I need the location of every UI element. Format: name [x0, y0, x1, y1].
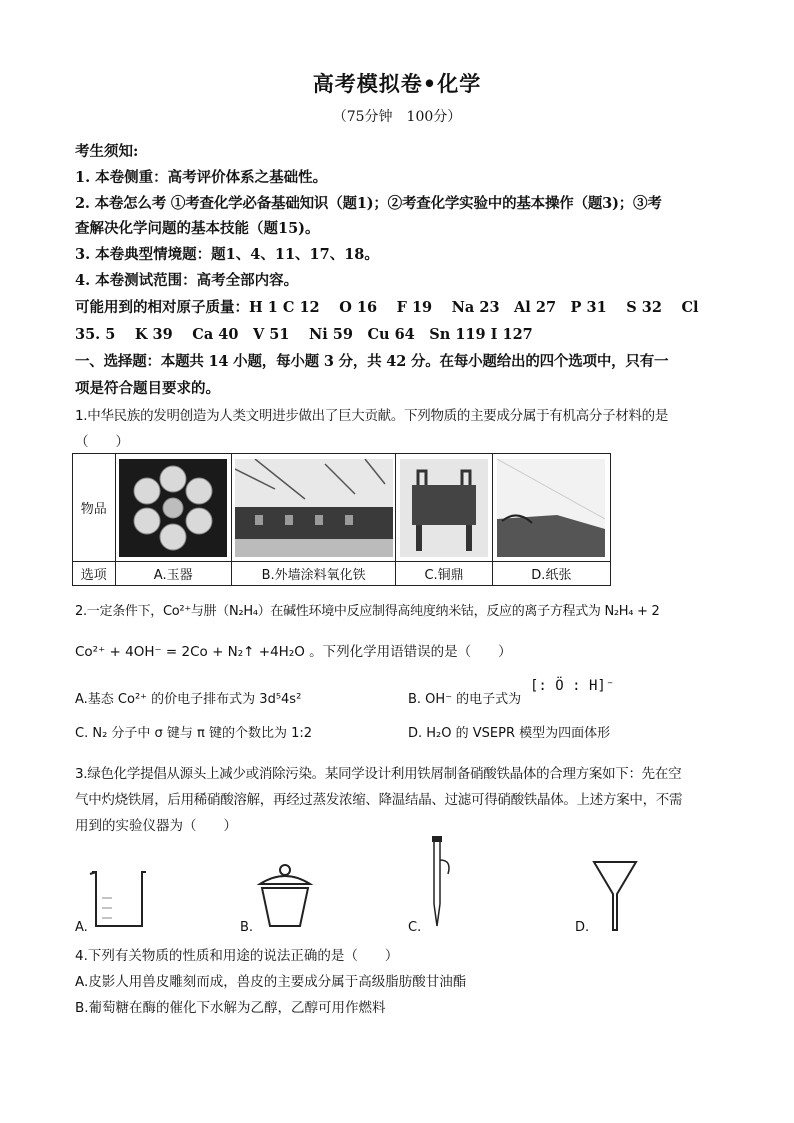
q3-label-b: B.	[240, 920, 254, 935]
q3-label-c: C.	[408, 920, 422, 935]
notice-line-3: 3. 本卷典型情境题：题1、4、11、17、18。	[75, 246, 379, 263]
notice-line-2b: 查解决化学问题的基本技能（题15)。	[75, 220, 320, 237]
jade-image-cell	[115, 454, 231, 562]
q4-option-a: A.皮影人用兽皮雕刻而成，兽皮的主要成分属于高级脂肪酸甘油酯	[75, 974, 467, 990]
row-label-option: 选项	[73, 562, 116, 586]
ding-image-cell	[396, 454, 492, 562]
q2-option-c: C. N₂ 分子中 σ 键与 π 键的个数比为 1:2	[75, 726, 313, 741]
notice-line-2: 2. 本卷怎么考 ①考查化学必备基础知识（题1)；②考查化学实验中的基本操作（题3)；③考	[75, 195, 662, 212]
paper-image-cell	[492, 454, 610, 562]
option-a: A.玉器	[115, 562, 231, 586]
notice-line-4: 4. 本卷测试范围：高考全部内容。	[75, 272, 299, 289]
page-title: 高考模拟卷•化学	[312, 71, 482, 96]
q2-option-d: D. H₂O 的 VSEPR 模型为四面体形	[408, 726, 611, 741]
notice-line-1: 1. 本卷侧重：高考评价体系之基础性。	[75, 169, 328, 186]
option-c: C.铜鼎	[396, 562, 492, 586]
q3-stem-line-1: 3.绿色化学提倡从源头上减少或消除污染。某同学设计利用铁屑制备硝酸铁晶体的合理方案如下：先在空	[75, 766, 682, 782]
q4-option-b: B.葡萄糖在酶的催化下水解为乙醇，乙醇可用作燃料	[75, 1000, 386, 1016]
q2-option-a: A.基态 Co²⁺ 的价电子排布式为 3d⁵4s²	[75, 692, 302, 707]
q3-stem-line-2: 气中灼烧铁屑，后用稀硝酸溶解，再经过蒸发浓缩、降温结晶、过滤可得硝酸铁晶体。上述方案中，不需	[75, 792, 683, 808]
burette-icon	[422, 834, 462, 934]
bronze-ding-image	[400, 459, 488, 557]
atomic-masses-line-1: 可能用到的相对原子质量：H 1 C 12 O 16 F 19 Na 23 Al 27 P 31 S 32 Cl	[75, 299, 699, 316]
beaker-icon	[88, 868, 150, 930]
q2-option-b: B. OH⁻ 的电子式为	[408, 692, 522, 707]
wall-image-cell	[231, 454, 396, 562]
q1-stem-line-1: 1.中华民族的发明创造为人类文明进步做出了巨大贡献。下列物质的主要成分属于有机高分子材料的是	[75, 408, 669, 424]
q2-stem-line-1: 2.一定条件下，Co²⁺与肼（N₂H₄）在碱性环境中反应制得高纯度纳米钴，反应的离子方程式为 N₂H₄ + 2	[75, 604, 660, 619]
section-heading-line-1: 一、选择题：本题共 14 小题，每小题 3 分，共 42 分。在每小题给出的四个选项中，只有一	[75, 353, 669, 370]
q4-stem: 4.下列有关物质的性质和用途的说法正确的是（ ）	[75, 948, 399, 964]
section-heading-line-2: 项是符合题目要求的。	[75, 380, 220, 397]
q3-stem-line-3: 用到的实验仪器为（ ）	[75, 818, 237, 834]
q3-label-a: A.	[75, 920, 88, 935]
q2-electron-formula: [: Ö : H]⁻	[530, 678, 615, 694]
q1-stem-line-2: （ ）	[75, 434, 129, 450]
outer-wall-image	[235, 459, 393, 557]
funnel-icon	[590, 858, 640, 932]
exam-duration-score: （75分钟 100分）	[332, 109, 462, 125]
q3-label-d: D.	[575, 920, 590, 935]
jade-ornament-image	[119, 459, 227, 557]
option-b: B.外墙涂料氧化铁	[231, 562, 396, 586]
crucible-icon	[254, 862, 316, 932]
notice-heading: 考生须知:	[75, 143, 139, 160]
q1-options-table	[72, 453, 611, 586]
q2-stem-line-2: Co²⁺ + 4OH⁻ = 2Co + N₂↑ +4H₂O 。下列化学用语错误的是（ ）	[75, 644, 512, 660]
atomic-masses-line-2: 35. 5 K 39 Ca 40 V 51 Ni 59 Cu 64 Sn 119 I 127	[75, 326, 533, 343]
paper-image	[497, 459, 605, 557]
option-d: D.纸张	[492, 562, 610, 586]
row-label-item: 物品	[73, 454, 116, 562]
